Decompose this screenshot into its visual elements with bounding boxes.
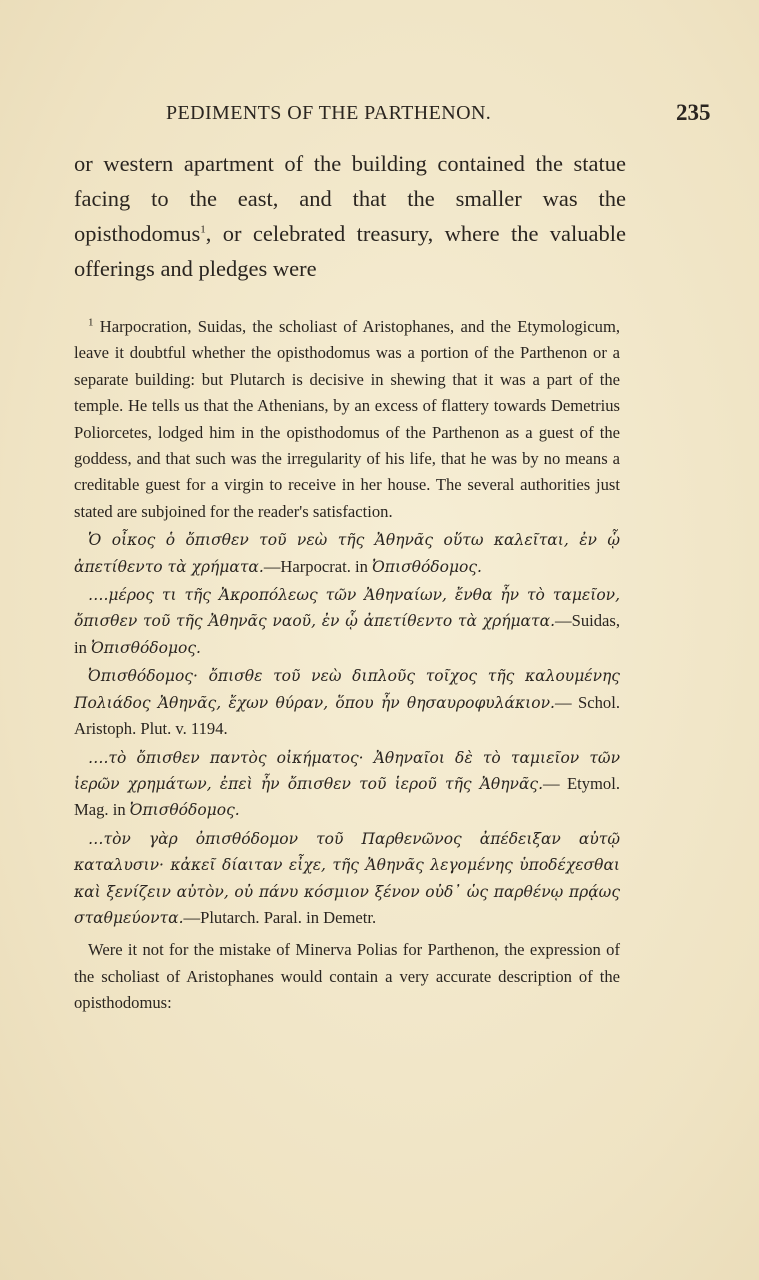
- greek-text: …τὸν γὰρ ὀπισθόδομον τοῦ Παρθενῶνος ἀπέδειξαν αὐτῷ καταλυσιν· κἀκεῖ δίαιταν εἶχε, τῆς Ἀθηνᾶς λεγομένης ὑποδέχεσθαι καὶ ξενίζειν αὐτὸν, οὐ πάνυ κόσμιον ξένον οὐδ᾽ ὡς παρθένῳ πρᾴως σταθμεύοντα.: [74, 829, 620, 927]
- footnote-marker: 1: [88, 316, 94, 329]
- greek-text: ….μέρος τι τῆς Ἀκροπόλεως τῶν Ἀθηναίων, ἔνθα ἦν τὸ ταμεῖον, ὄπισθεν τοῦ τῆς Ἀθηνᾶς ναοῦ, ἐν ᾧ ἀπετίθεντο τὰ χρήματα.: [74, 586, 620, 631]
- greek-quote-harpocration: [74, 527, 620, 580]
- quote-source-greek: Ὀπισθόδομος.: [91, 638, 201, 657]
- greek-text: Ὁ οἶκος ὁ ὄπισθεν τοῦ νεὼ τῆς Ἀθηνᾶς οὕτω καλεῖται, ἐν ᾧ ἀπετίθεντο τὰ χρήματα.: [74, 531, 620, 576]
- quote-source: — Etymol. Mag. in: [74, 773, 620, 820]
- greek-text: Ὀπισθόδομος· ὄπισθε τοῦ νεὼ διπλοῦς τοῖχος τῆς καλουμένης Πολιάδος Ἀθηνᾶς, ἔχων θύραν, ὅπου ἦν θησαυροφυλάκιον.: [74, 667, 620, 712]
- closing-paragraph: Were it not for the mistake of Minerva Polias for Parthenon, the expression of the scholiast of Aristophanes would contain a very accurate description of the opisthodomus:: [74, 940, 620, 1013]
- greek-quote-scholiast: [74, 663, 620, 742]
- greek-quote-plutarch: [74, 826, 620, 932]
- quote-source: — Schol. Aristoph. Plut. v. 1194.: [74, 692, 620, 739]
- greek-quote-suidas: [74, 582, 620, 661]
- page-number: 235: [676, 100, 711, 125]
- main-text-continued: , or celebrated treasury, where the valuable offerings and pledges were: [74, 221, 626, 281]
- main-text: or western apartment of the building contained the statue facing to the east, and that the smaller was the opisthodomus: [74, 151, 626, 246]
- quote-source: —Plutarch. Paral. in Demetr.: [183, 907, 377, 927]
- footnotes-block: [74, 314, 620, 1017]
- footnote-paragraph: [74, 314, 620, 525]
- page-header: [0, 102, 759, 132]
- footnote-text: Harpocration, Suidas, the scholiast of Aristophanes, and the Etymologicum, leave it doubtful whether the opisthodomus was a portion of the Parthenon or a separate building: but Plutarch is decisive in shewing that it was a part of the temple. He tells us that the Athenians, by an excess of flattery towards Demetrius Poliorcetes, lodged him in the opisthodomus of the Parthenon as a guest of the goddess, and that such was the irregularity of his life, that he was by no means a creditable guest for a virgin to receive in her house. The several authorities just stated are subjoined for the reader's satisfaction.: [74, 317, 621, 521]
- main-text-block: [74, 146, 626, 286]
- greek-text: ….τὸ ὄπισθεν παντὸς οἰκήματος· Ἀθηναῖοι δὲ τὸ ταμιεῖον τῶν ἱερῶν χρημάτων, ἐπεὶ ἦν ὄπισθεν τοῦ ἱεροῦ τῆς Ἀθηνᾶς.: [74, 748, 620, 793]
- main-paragraph: [74, 146, 626, 286]
- footnote-reference: 1: [200, 223, 206, 236]
- quote-source: —Harpocrat. in: [263, 556, 373, 576]
- quote-source: —Suidas, in: [74, 611, 620, 657]
- greek-quote-etymologicum: [74, 745, 620, 824]
- running-head: PEDIMENTS OF THE PARTHENON.: [166, 102, 492, 124]
- quote-source-greek: Ὀπισθόδομος.: [372, 557, 482, 576]
- quote-source-greek: Ὀπισθόδομος.: [129, 801, 240, 820]
